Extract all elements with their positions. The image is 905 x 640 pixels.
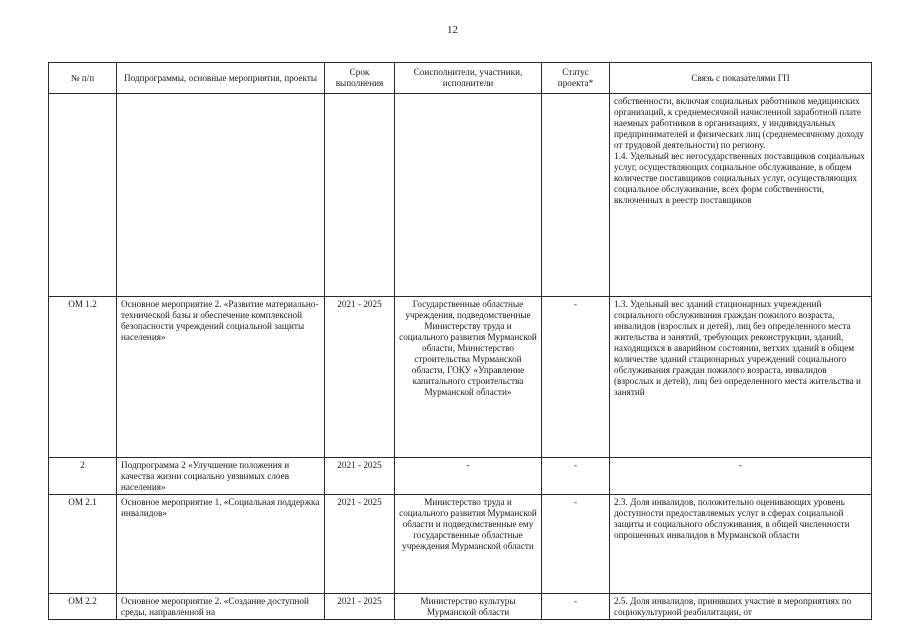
table-row xyxy=(49,594,872,620)
cell-number: ОМ 1.2 xyxy=(49,297,117,458)
header-status: Статус проекта* xyxy=(542,63,610,94)
cell-activity: Основное мероприятие 1. «Социальная поддержка инвалидов» xyxy=(117,495,325,594)
cell-indicators: - xyxy=(610,458,872,495)
cell-executors: Министерство культуры Мурманской области xyxy=(395,594,542,620)
cell-status: - xyxy=(542,594,610,620)
cell-term xyxy=(325,94,395,297)
cell-executors: Государственные областные учреждения, подведомственные Министерству труда и социального развития Мурманской области, Министерство строительства Мурманской области, ГОКУ «Управление капитального строительства Мурманской области» xyxy=(395,297,542,458)
cell-executors: - xyxy=(395,458,542,495)
table-row xyxy=(49,495,872,594)
header-activities: Подпрограммы, основные мероприятия, проекты xyxy=(117,63,325,94)
cell-number xyxy=(49,94,117,297)
header-executors: Соисполнители, участники, исполнители xyxy=(395,63,542,94)
cell-term: 2021 - 2025 xyxy=(325,297,395,458)
program-table xyxy=(48,62,872,620)
cell-number: 2 xyxy=(49,458,117,495)
cell-status: - xyxy=(542,297,610,458)
table-header-row xyxy=(49,63,872,94)
table-row xyxy=(49,297,872,458)
header-number: № п/п xyxy=(49,63,117,94)
cell-status: - xyxy=(542,495,610,594)
cell-activity: Подпрограмма 2 «Улучшение положения и качества жизни социально уязвимых слоев населения» xyxy=(117,458,325,495)
table-row xyxy=(49,458,872,495)
cell-indicators: собственности, включая социальных работников медицинских организаций, к среднемесячной начисленной заработной плате наемных работников в организациях, у индивидуальных предпринимателей и физических лиц (среднемесячному доходу от трудовой деятельности) по региону. 1.4. Удельный вес негосударственных поставщиков социальных услуг, осуществляющих социальное обслуживание, в общем количестве поставщиков социальных услуг, осуществляющих социальное обслуживание, всех форм собственности, включенных в реестр поставщиков xyxy=(610,94,872,297)
cell-executors: Министерство труда и социального развития Мурманской области и подведомственные ему государственные областные учреждения Мурманской области xyxy=(395,495,542,594)
cell-indicators: 2.3. Доля инвалидов, положительно оценивающих уровень доступности предоставляемых услуг в сферах социальной защиты и социального обслуживания, в общей численности опрошенных инвалидов в Мурманской области xyxy=(610,495,872,594)
cell-number: ОМ 2.1 xyxy=(49,495,117,594)
cell-term: 2021 - 2025 xyxy=(325,458,395,495)
cell-activity xyxy=(117,94,325,297)
cell-number: ОМ 2.2 xyxy=(49,594,117,620)
cell-indicators: 2.5. Доля инвалидов, принявших участие в мероприятиях по социокультурной реабилитации, от xyxy=(610,594,872,620)
cell-status xyxy=(542,94,610,297)
header-term: Срок выполнения xyxy=(325,63,395,94)
cell-activity: Основное мероприятие 2. «Развитие материально-технической базы и обеспечение комплексной безопасности учреждений социальной защиты населения» xyxy=(117,297,325,458)
header-indicators: Связь с показателями ГП xyxy=(610,63,872,94)
cell-term: 2021 - 2025 xyxy=(325,495,395,594)
cell-indicators: 1.3. Удельный вес зданий стационарных учреждений социального обслуживания граждан пожилого возраста, инвалидов (взрослых и детей), лиц без определенного места жительства и занятий, требующих реконструкции, зданий, находящихся в аварийном состоянии, ветхих зданий в общем количестве зданий стационарных учреждений социального обслуживания граждан пожилого возраста, инвалидов (взрослых и детей), лиц без определенного места жительства и занятий xyxy=(610,297,872,458)
cell-status: - xyxy=(542,458,610,495)
page-number: 12 xyxy=(447,24,458,36)
cell-term: 2021 - 2025 xyxy=(325,594,395,620)
table-row xyxy=(49,94,872,297)
cell-executors xyxy=(395,94,542,297)
cell-activity: Основное мероприятие 2. «Создание доступной среды, направленной на xyxy=(117,594,325,620)
